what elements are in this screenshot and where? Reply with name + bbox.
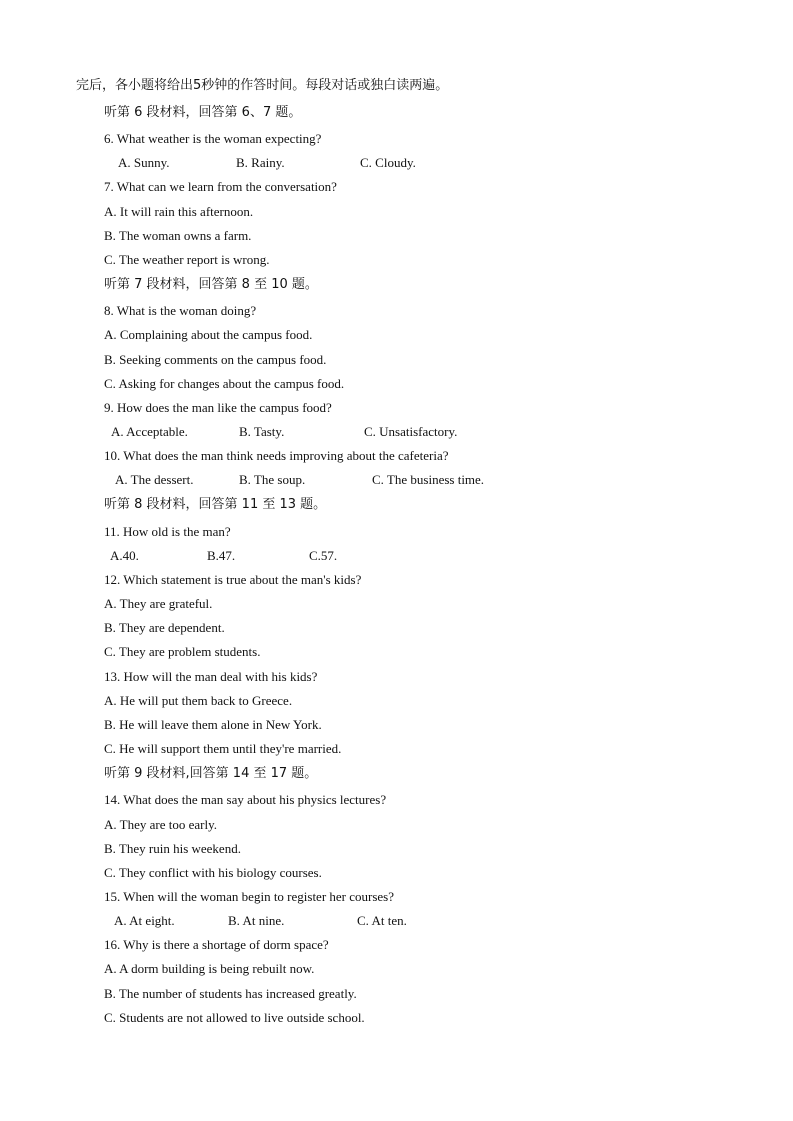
option-c: C. Unsatisfactory.: [364, 424, 458, 439]
question-stem: 12. Which statement is true about the man's kids?: [104, 572, 362, 587]
question-stem: 10. What does the man think needs improving about the cafeteria?: [104, 448, 449, 463]
option-b: B. Seeking comments on the campus food.: [104, 352, 327, 367]
option-b: B.47.: [207, 548, 236, 563]
question-stem: 11. How old is the man?: [104, 524, 231, 539]
option-c: C. Students are not allowed to live outside school.: [104, 1010, 365, 1025]
option-c: C. The business time.: [372, 472, 485, 487]
option-b: B. Tasty.: [239, 424, 285, 439]
question-stem: 13. How will the man deal with his kids?: [104, 669, 318, 684]
section-heading: 听第 6 段材料，回答第 6、7 题。: [104, 105, 302, 120]
option-a: A. Sunny.: [118, 155, 170, 170]
option-a: A. They are grateful.: [104, 596, 213, 611]
question-stem: 14. What does the man say about his physics lectures?: [104, 792, 387, 807]
option-b: B. At nine.: [228, 913, 285, 928]
option-b: B. They are dependent.: [104, 620, 225, 635]
option-b: B. The woman owns a farm.: [104, 228, 252, 243]
option-b: B. Rainy.: [236, 155, 285, 170]
option-c: C. They conflict with his biology courses.: [104, 865, 322, 880]
option-a: A. It will rain this afternoon.: [104, 204, 254, 219]
section-heading: 听第 9 段材料,回答第 14 至 17 题。: [104, 766, 318, 781]
option-a: A.40.: [110, 548, 139, 563]
option-b: B. He will leave them alone in New York.: [104, 717, 322, 732]
option-a: A. Acceptable.: [111, 424, 188, 439]
option-c: C. Cloudy.: [360, 155, 416, 170]
option-b: B. The number of students has increased greatly.: [104, 986, 357, 1001]
option-c: C. The weather report is wrong.: [104, 252, 270, 267]
option-b: B. They ruin his weekend.: [104, 841, 241, 856]
question-stem: 7. What can we learn from the conversation?: [104, 179, 337, 194]
option-a: A. The dessert.: [115, 472, 194, 487]
option-a: A. At eight.: [114, 913, 175, 928]
option-c: C. At ten.: [357, 913, 407, 928]
question-stem: 16. Why is there a shortage of dorm space?: [104, 937, 329, 952]
option-a: A. A dorm building is being rebuilt now.: [104, 961, 315, 976]
option-c: C. They are problem students.: [104, 644, 261, 659]
question-stem: 6. What weather is the woman expecting?: [104, 131, 322, 146]
section-heading: 听第 8 段材料，回答第 11 至 13 题。: [104, 497, 327, 512]
intro-text: 完后，各小题将给出5秒钟的作答时间。每段对话或独白读两遍。: [76, 78, 449, 93]
section-heading: 听第 7 段材料，回答第 8 至 10 题。: [104, 277, 318, 292]
option-c: C. He will support them until they're married.: [104, 741, 342, 756]
option-c: C.57.: [309, 548, 338, 563]
question-stem: 8. What is the woman doing?: [104, 303, 257, 318]
option-a: A. They are too early.: [104, 817, 217, 832]
option-c: C. Asking for changes about the campus food.: [104, 376, 345, 391]
option-b: B. The soup.: [239, 472, 306, 487]
option-a: A. He will put them back to Greece.: [104, 693, 293, 708]
question-stem: 9. How does the man like the campus food?: [104, 400, 332, 415]
option-a: A. Complaining about the campus food.: [104, 327, 313, 342]
question-stem: 15. When will the woman begin to register her courses?: [104, 889, 395, 904]
